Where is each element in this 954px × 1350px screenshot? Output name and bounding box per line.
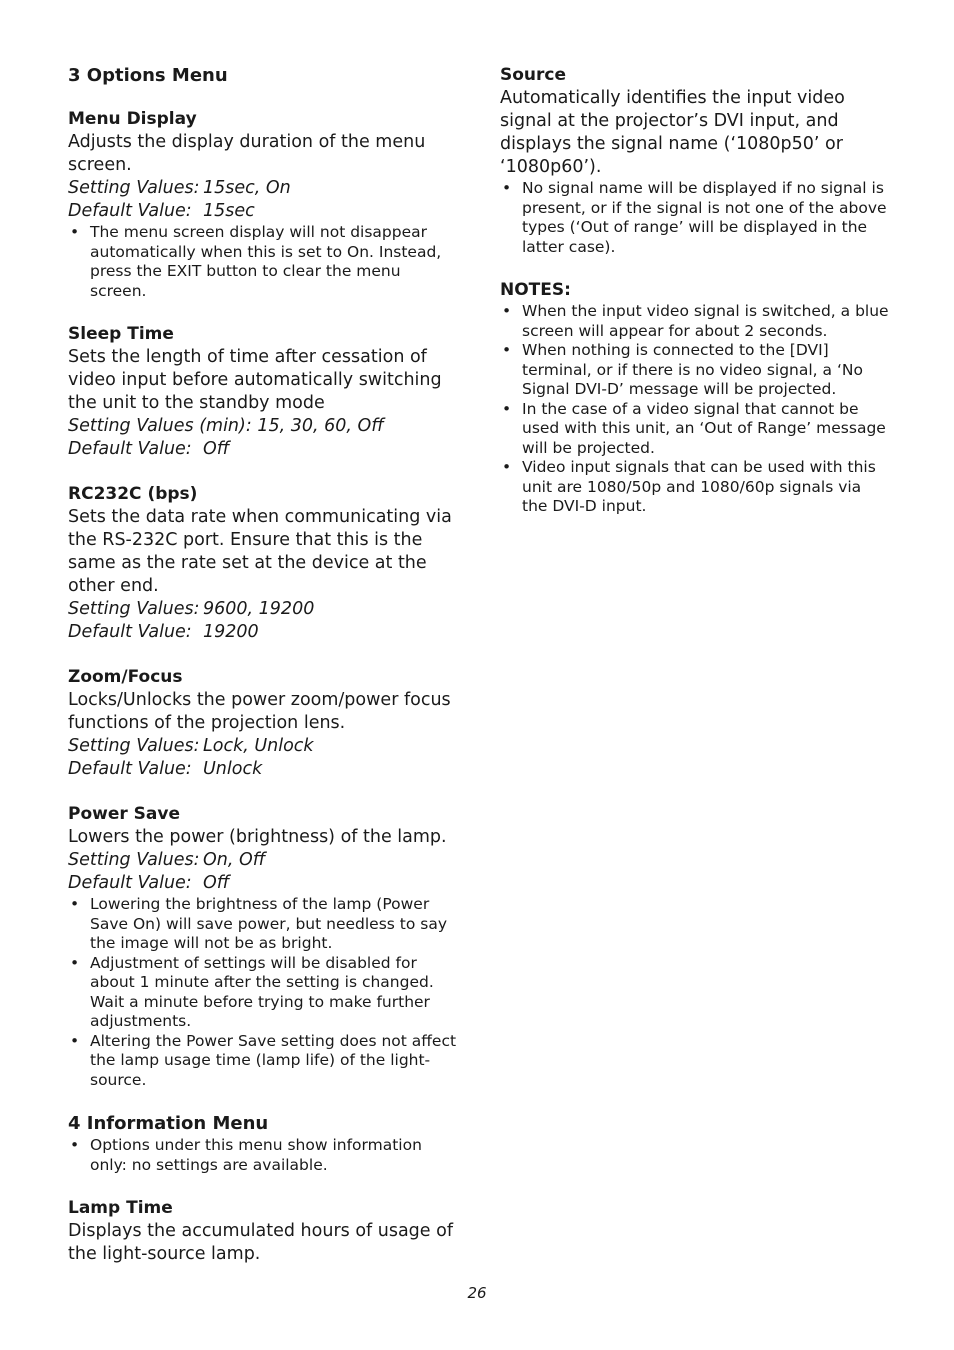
- setting-values-value: 15sec, On: [203, 178, 291, 198]
- default-value-label: Default Value:: [68, 201, 192, 221]
- zoom-focus-heading: Zoom/Focus: [68, 667, 183, 687]
- source-description: Automatically identifies the input video signal at the projector’s DVI input, and displays the signal name (‘1080p50’ or ‘1080p60’).: [500, 88, 845, 177]
- zoom-focus-setting-values: [68, 735, 458, 758]
- left-column: [68, 64, 458, 1288]
- source-section: [500, 64, 890, 257]
- menu-display-heading: Menu Display: [68, 109, 197, 129]
- note-item: • In the case of a video signal that cannot be used with this unit, an ‘Out of Range’ message will be projected.: [500, 400, 890, 459]
- source-heading: Source: [500, 65, 567, 85]
- lamp-time-section: [68, 1197, 458, 1266]
- default-value-value: Off: [203, 873, 230, 893]
- sleep-time-description: Sets the length of time after cessation of video input before automatically switching the unit to the standby mode: [68, 347, 442, 413]
- rc232c-heading: RC232C (bps): [68, 484, 198, 504]
- sleep-time-setting-values: Setting Values (min): 15, 30, 60, Off: [68, 416, 384, 436]
- note-item: • Lowering the brightness of the lamp (Power Save On) will save power, but needless to say the image will not be as bright.: [68, 895, 458, 954]
- default-value-label: Default Value:: [68, 439, 192, 459]
- source-notes: [500, 179, 890, 257]
- menu-display-default-value: [68, 200, 458, 223]
- default-value-value: Unlock: [203, 759, 263, 779]
- page-number: 26: [467, 1284, 487, 1302]
- sleep-time-heading: Sleep Time: [68, 324, 174, 344]
- lamp-time-description: Displays the accumulated hours of usage of the light-source lamp.: [68, 1221, 453, 1264]
- note-item: • Video input signals that can be used with this unit are 1080/50p and 1080/60p signals via the DVI-D input.: [500, 458, 890, 517]
- note-item: • Options under this menu show information only: no settings are available.: [68, 1136, 458, 1175]
- right-column: [500, 64, 890, 539]
- notes-section: [500, 279, 890, 517]
- setting-values-label: Setting Values:: [68, 178, 200, 198]
- power-save-description: Lowers the power (brightness) of the lamp.: [68, 827, 447, 847]
- note-item: • Adjustment of settings will be disabled for about 1 minute after the setting is changed. Wait a minute before trying to make further adjustments.: [68, 954, 458, 1032]
- default-value-value: 15sec: [203, 201, 255, 221]
- information-menu-section: [68, 1112, 458, 1175]
- setting-values-label: Setting Values:: [68, 850, 200, 870]
- lamp-time-heading: Lamp Time: [68, 1198, 173, 1218]
- default-value-value: 19200: [203, 622, 259, 642]
- options-menu-heading: 3 Options Menu: [68, 65, 228, 86]
- zoom-focus-section: [68, 666, 458, 781]
- power-save-section: [68, 803, 458, 1090]
- setting-values-value: 9600, 19200: [203, 599, 315, 619]
- setting-values-label: Setting Values:: [68, 736, 200, 756]
- default-value-value: Off: [203, 439, 230, 459]
- sleep-time-default-value: [68, 438, 458, 461]
- menu-display-notes: [68, 223, 458, 301]
- rc232c-default-value: [68, 621, 458, 644]
- setting-values-label: Setting Values:: [68, 599, 200, 619]
- rc232c-section: [68, 483, 458, 644]
- setting-values-value: Lock, Unlock: [203, 736, 314, 756]
- note-item: • Altering the Power Save setting does not affect the lamp usage time (lamp life) of the light-source.: [68, 1032, 458, 1091]
- default-value-label: Default Value:: [68, 759, 192, 779]
- note-item: • When the input video signal is switched, a blue screen will appear for about 2 seconds.: [500, 302, 890, 341]
- information-menu-heading: 4 Information Menu: [68, 1113, 269, 1134]
- notes-list: [500, 302, 890, 517]
- power-save-notes: [68, 895, 458, 1090]
- menu-display-description: Adjusts the display duration of the menu screen.: [68, 132, 426, 175]
- note-item: • When nothing is connected to the [DVI] terminal, or if there is no video signal, a ‘No Signal DVI-D’ message will be projected.: [500, 341, 890, 400]
- sleep-time-section: [68, 323, 458, 461]
- default-value-label: Default Value:: [68, 873, 192, 893]
- menu-display-setting-values: [68, 177, 458, 200]
- setting-values-value: On, Off: [203, 850, 266, 870]
- note-item: • No signal name will be displayed if no signal is present, or if the signal is not one of the above types (‘Out of range’ will be displayed in the latter case).: [500, 179, 890, 257]
- information-menu-notes: [68, 1136, 458, 1175]
- power-save-setting-values: [68, 849, 458, 872]
- zoom-focus-description: Locks/Unlocks the power zoom/power focus functions of the projection lens.: [68, 690, 451, 733]
- note-item: • The menu screen display will not disappear automatically when this is set to On. Instead, press the EXIT button to clear the menu screen.: [68, 223, 458, 301]
- menu-display-section: [68, 108, 458, 301]
- power-save-heading: Power Save: [68, 804, 181, 824]
- default-value-label: Default Value:: [68, 622, 192, 642]
- zoom-focus-default-value: [68, 758, 458, 781]
- rc232c-description: Sets the data rate when communicating via the RS-232C port. Ensure that this is the same as the rate set at the device at the other end.: [68, 507, 452, 596]
- rc232c-setting-values: [68, 598, 458, 621]
- power-save-default-value: [68, 872, 458, 895]
- notes-heading: NOTES:: [500, 280, 571, 300]
